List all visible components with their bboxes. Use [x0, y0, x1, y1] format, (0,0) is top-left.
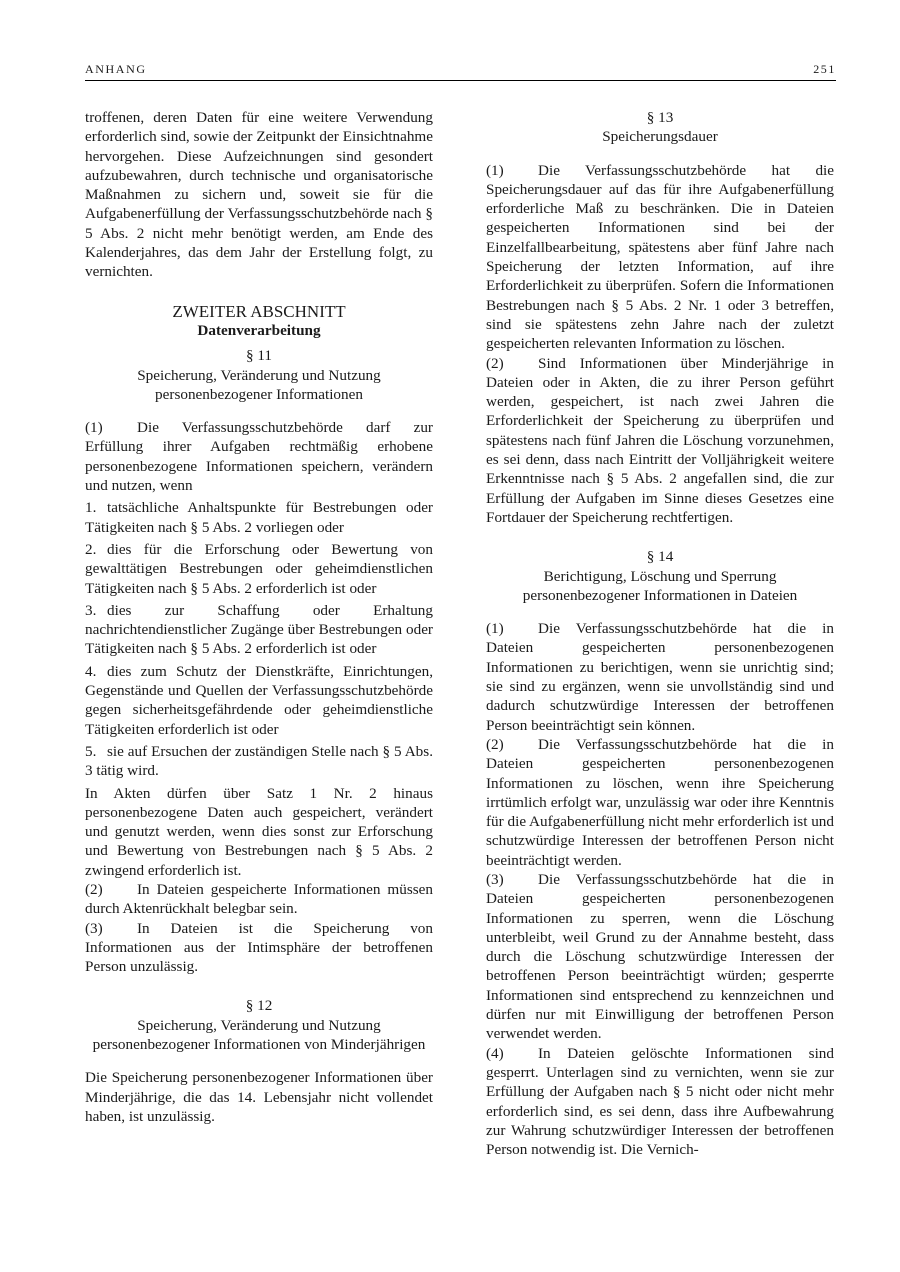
list-item: 4. dies zum Schutz der Dienstkräfte, Einrichtungen, Gegenstände und Quellen der Verfassungsschutzbehörde gegen sicherheitsgefährdende oder geheimdienstliche Tätigkeiten erforderlich ist oder	[85, 662, 433, 738]
s11-title: Speicherung, Veränderung und Nutzung personenbezogener Informationen	[137, 366, 381, 403]
continued-paragraph: troffenen, deren Daten für eine weitere Verwendung erforderlich sind, sowie der Zeitpunkt der Einsichtnahme hervorgehen. Diese Aufzeichnungen sind gesondert aufzubewahren, durch technische und organisatorische Maßnahmen zu sichern und, soweit sie für die Aufgabenerfüllung der Verfassungsschutzbehörde nach § 5 Abs. 2 nicht mehr benötigt werden, am Ende des Kalenderjahres, das dem Jahr der Erstellung folgt, zu vernichten.	[85, 109, 433, 281]
s14-number: § 14	[646, 548, 674, 566]
s13-paragraph-2: (2) Sind Informationen über Minderjährige in Dateien oder in Akten, die zu ihrer Person geführt werden, gespeichert, ist nach zwei Jahren die Erforderlichkeit der Speicherung zu überprüfen und spätestens nach fünf Jahren die Löschung vorzunehmen, es sei denn, dass nach Eintritt der Volljährigkeit weitere Erkenntnisse nach § 5 Abs. 2 angefallen sind, die zur Erfüllung der Aufgaben im Sinne dieses Gesetzes eine Fortdauer der Speicherung rechtfertigen.	[486, 354, 834, 526]
s14-paragraph-3: (3) Die Verfassungsschutzbehörde hat die in Dateien gespeicherten personenbezogenen Informationen zu sperren, wenn die Löschung unterbleibt, weil Grund zu der Annahme besteht, dass durch die Löschung schutzwürdige Interessen der betroffenen Person beeinträchtigt würden; gesperrte Informationen sind entsprechend zu kennzeichnen und dürfen nur mit Einwilligung der betroffenen Person verwendet werden.	[486, 870, 834, 1043]
section-subheading: Datenverarbeitung	[197, 321, 321, 339]
s14-paragraph-2: (2) Die Verfassungsschutzbehörde hat die in Dateien gespeicherten personenbezogenen Informationen zu löschen, wenn ihre Speicherung irrtümlich erfolgt war, unzulässig war oder ihre Kenntnis für die Aufgabenerfüllung nicht mehr erforderlich ist und schutzwürdige Interessen der betroffenen Person nicht beeinträchtigt werden.	[486, 735, 834, 869]
s11-number: § 11	[245, 347, 272, 365]
s12-title: Speicherung, Veränderung und Nutzung personenbezogener Informationen von Minderjährigen	[92, 1016, 426, 1054]
s11-paragraph-2: (2) In Dateien gespeicherte Informationen müssen durch Aktenrückhalt belegbar sein.	[85, 880, 433, 918]
s13-paragraph-1: (1) Die Verfassungsschutzbehörde hat die Speicherungsdauer auf das für ihre Aufgabenerfüllung erforderliche Maß zu beschränken. Die in Dateien gespeicherten Informationen sind bei der Einzelfallbearbeitung, spätestens aber fünf Jahre nach Speicherung der letzten Information, auf ihre Erforderlichkeit zu überprüfen. Sofern die Informationen Bestrebungen nach § 5 Abs. 2 Nr. 1 oder 3 betreffen, sind sie spätestens zehn Jahre nach der zuletzt gespeicherten relevanten Information zu löschen.	[486, 161, 834, 353]
s14-paragraph-1: (1) Die Verfassungsschutzbehörde hat die in Dateien gespeicherten personenbezogenen Informationen zu berichtigen, wenn sie unrichtig sind; sie sind zu ergänzen, wenn sie unvollständig sind und dadurch schutzwürdige Interessen der betroffenen Person beeinträchtigt sein können.	[486, 620, 834, 734]
page-number: 251	[813, 62, 836, 76]
running-header	[85, 62, 836, 81]
section-heading: ZWEITER ABSCHNITT	[172, 301, 346, 321]
list-item: 1. tatsächliche Anhaltspunkte für Bestrebungen oder Tätigkeiten nach § 5 Abs. 2 vorliegen oder	[85, 499, 433, 536]
s12-text: Die Speicherung personenbezogener Informationen über Minderjährige, die das 14. Lebensjahr nicht vollendet haben, ist unzulässig.	[85, 1069, 433, 1125]
s13-number: § 13	[646, 109, 674, 126]
s11-paragraph-3: (3) In Dateien ist die Speicherung von Informationen aus der Intimsphäre der betroffenen Person unzulässig.	[85, 919, 433, 976]
s11-paragraph-1	[85, 418, 433, 495]
s14-paragraph-4: (4) In Dateien gelöschte Informationen sind gesperrt. Unterlagen sind zu vernichten, wenn sie zur Erfüllung der Aufgaben nach § 5 nicht oder nicht mehr erforderlich sind, es sei denn, dass ihre Aufbewahrung zur Wahrung schutzwürdiger Interessen der betroffenen Person notwendig ist. Die Vernich-	[486, 1044, 834, 1159]
list-item: 5. sie auf Ersuchen der zuständigen Stelle nach § 5 Abs. 3 tätig wird.	[85, 742, 433, 780]
s11-p1-text: Die Verfassungsschutzbehörde darf zur Erfüllung ihrer Aufgaben rechtmäßig erhobene personenbezogene Informationen speichern, verändern und nutzen, wenn	[85, 419, 433, 495]
header-chapter: ANHANG	[85, 62, 147, 76]
s14-title: Berichtigung, Löschung und Sperrung personenbezogener Informationen in Dateien	[522, 567, 798, 604]
s11-akten-paragraph: In Akten dürfen über Satz 1 Nr. 2 hinaus personenbezogene Daten auch gespeichert, verändert und genutzt werden, wenn dies sonst zur Erforschung und Bewertung von Bestrebungen nach § 5 Abs. 2 zwingend erforderlich ist.	[85, 784, 433, 879]
s11-p1-number: (1)	[85, 419, 103, 437]
list-item: 3. dies zur Schaffung oder Erhaltung nachrichtendienstlicher Zugänge über Bestrebungen oder Tätigkeiten nach § 5 Abs. 2 erforderlich ist oder	[85, 601, 433, 658]
right-column	[486, 108, 834, 1159]
s13-title: Speicherungsdauer	[602, 128, 718, 146]
s12-number: § 12	[245, 997, 273, 1015]
left-column	[85, 108, 433, 1126]
list-item: 2. dies für die Erforschung oder Bewertung von gewalttätigen Bestrebungen oder geheimdienstlichen Tätigkeiten nach § 5 Abs. 2 erforderlich ist oder	[85, 540, 433, 597]
